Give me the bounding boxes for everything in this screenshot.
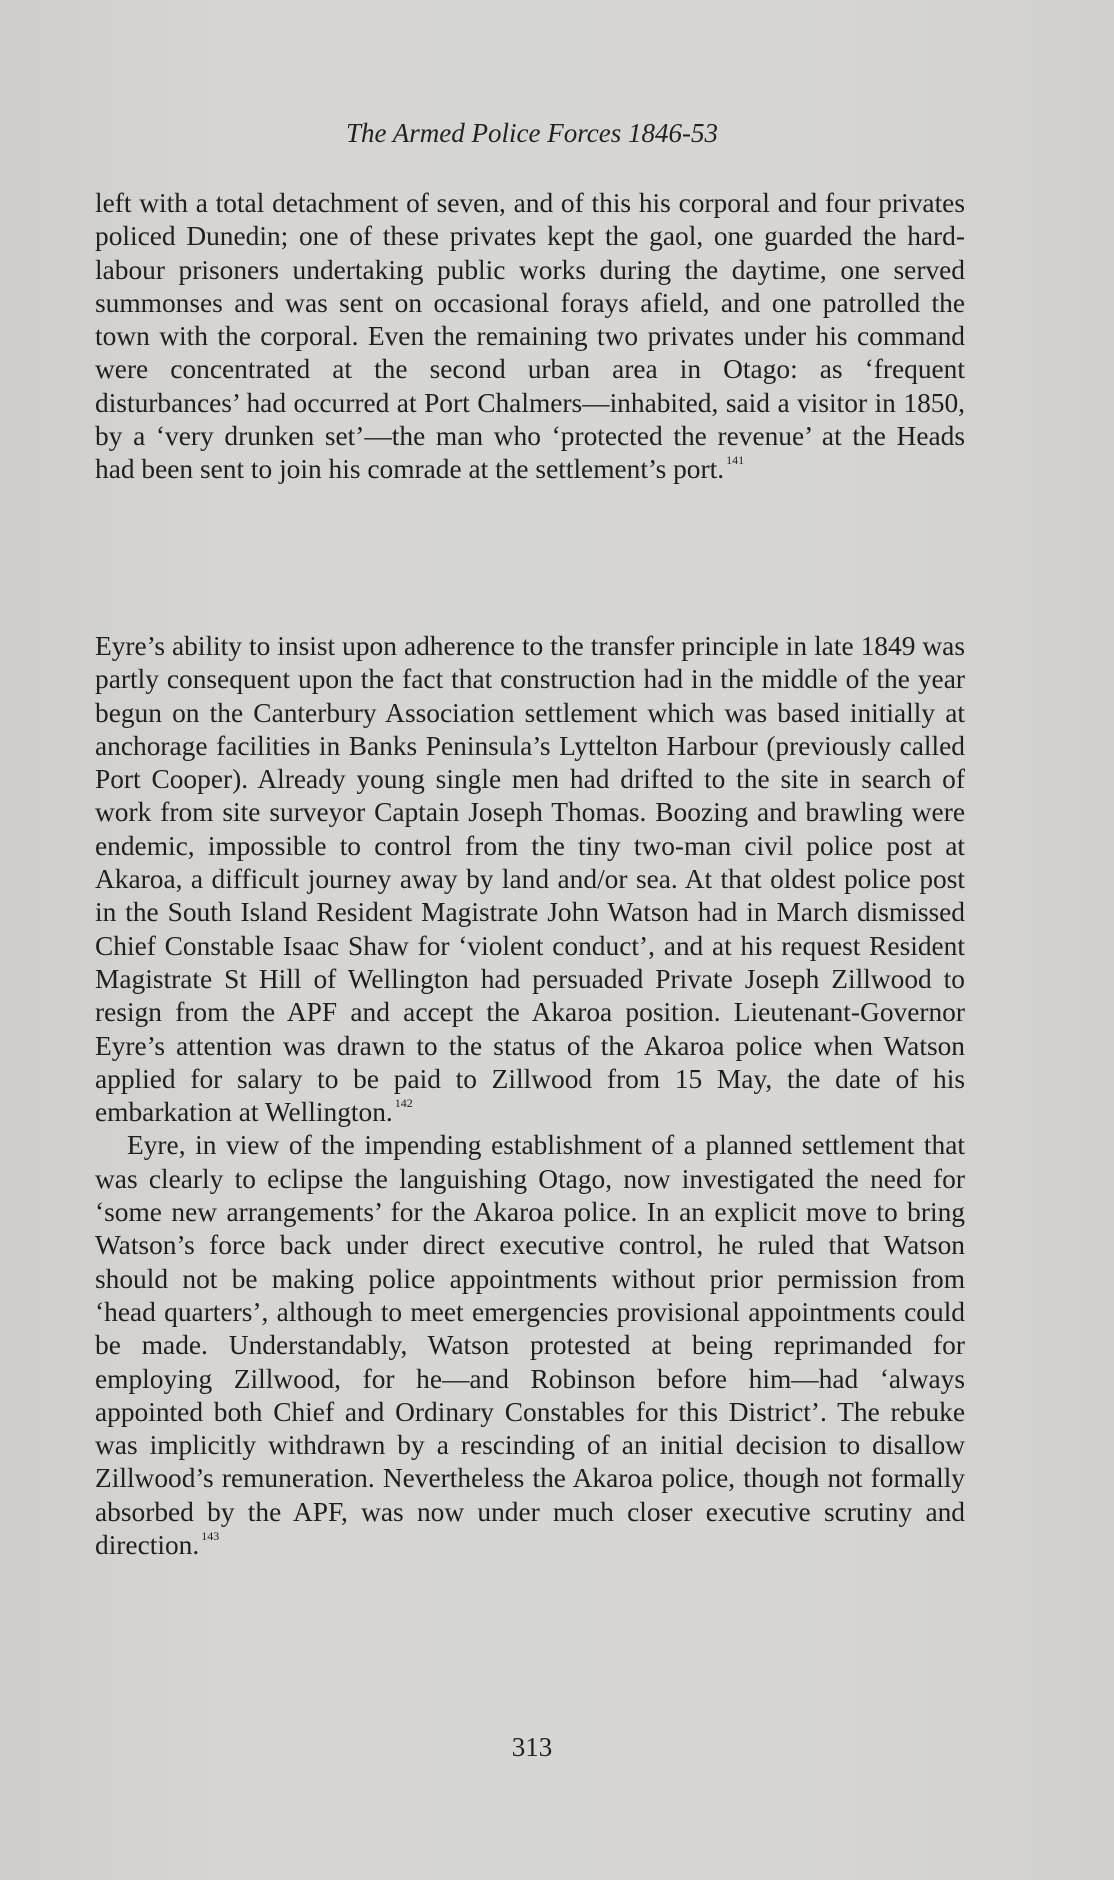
- paragraph: [95, 1129, 965, 1562]
- text-block-top: [95, 187, 965, 487]
- paragraph-text: Eyre, in view of the impending establishment of a planned settlement that was clearly to eclipse the languishing Otago, now investigated the need for ‘some new arrangements’ for the Akaroa police. In an explicit move to bring Watson’s force back under direct executive control, he ruled that Watson should not be making police appointments without prior permission from ‘head quarters’, although to meet emergencies provisional appointments could be made. Understandably, Watson protested at being reprimanded for employing Zillwood, for he—and Robinson before him—had ‘always appointed both Chief and Ordinary Constables for this District’. The rebuke was implicitly withdrawn by a rescinding of an initial decision to disallow Zillwood’s remuneration. Nevertheless the Akaroa police, though not formally absorbed by the APF, was now under much closer executive scrutiny and direction.: [95, 1130, 965, 1561]
- paragraph: [95, 630, 965, 1129]
- footnote-marker: 142: [394, 1096, 413, 1111]
- paragraph: [95, 187, 965, 487]
- text-block-main: [95, 630, 965, 1562]
- paragraph-text: left with a total detachment of seven, and of this his corporal and four privates policed Dunedin; one of these privates kept the gaol, one guarded the hard-labour prisoners undertaking public works during the daytime, one served summonses and was sent on occasional forays afield, and one patrolled the town with the corporal. Even the remaining two privates under his command were concentrated at the second urban area in Otago: as ‘frequent disturbances’ had occurred at Port Chalmers—inhabited, said a visitor in 1850, by a ‘very drunken set’—the man who ‘protected the revenue’ at the Heads had been sent to join his comrade at the settlement’s port.: [95, 188, 965, 485]
- running-head: The Armed Police Forces 1846-53: [346, 118, 718, 148]
- paragraph-text: Eyre’s ability to insist upon adherence to the transfer principle in late 1849 was partly consequent upon the fact that construction had in the middle of the year begun on the Canterbury Association settlement which was based initially at anchorage facilities in Banks Peninsula’s Lyttelton Harbour (previously called Port Cooper). Already young single men had drifted to the site in search of work from site surveyor Captain Joseph Thomas. Boozing and brawling were endemic, impossible to control from the tiny two-man civil police post at Akaroa, a difficult journey away by land and/or sea. At that oldest police post in the South Island Resident Magistrate John Watson had in March dismissed Chief Constable Isaac Shaw for ‘violent conduct’, and at his request Resident Magistrate St Hill of Wellington had persuaded Private Joseph Zillwood to resign from the APF and accept the Akaroa position. Lieutenant-Governor Eyre’s attention was drawn to the status of the Akaroa police when Watson applied for salary to be paid to Zillwood from 15 May, the date of his embarkation at Wellington.: [95, 631, 965, 1128]
- page-number: 313: [511, 1732, 553, 1762]
- footnote-marker: 141: [726, 453, 745, 468]
- footnote-marker: 143: [201, 1529, 220, 1544]
